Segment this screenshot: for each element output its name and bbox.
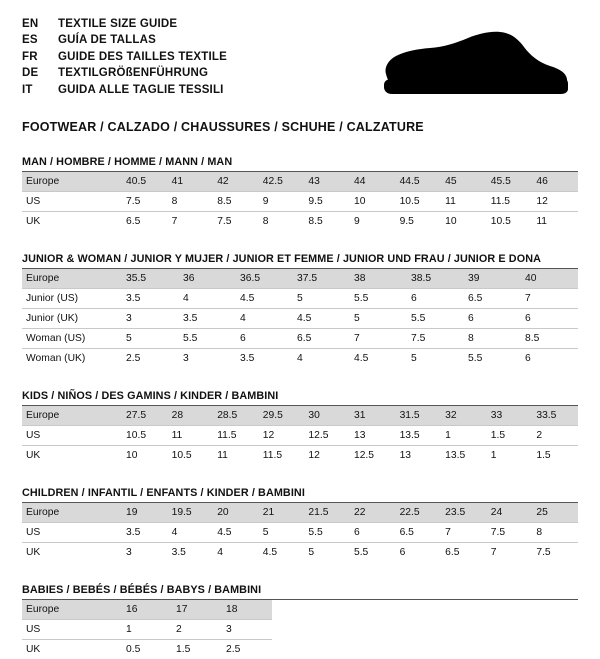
size-cell: 8 — [464, 329, 521, 349]
size-cell: 11 — [532, 212, 578, 232]
size-cell: 33 — [487, 406, 533, 426]
language-code: FR — [22, 49, 58, 65]
size-cell: 4.5 — [236, 289, 293, 309]
size-cell: 9.5 — [304, 192, 350, 212]
size-cell: 5 — [350, 309, 407, 329]
language-title: TEXTILE SIZE GUIDE — [58, 16, 227, 32]
size-cell: 10.5 — [168, 446, 214, 466]
size-cell: 10 — [122, 446, 168, 466]
size-cell: 31 — [350, 406, 396, 426]
dress-shoe-icon — [378, 30, 568, 102]
size-cell: 11 — [213, 446, 259, 466]
language-row — [22, 16, 227, 32]
table-row — [22, 192, 578, 212]
size-cell: 1 — [487, 446, 533, 466]
row-label: UK — [22, 640, 122, 659]
row-label: Woman (UK) — [22, 349, 122, 369]
row-label: Europe — [22, 406, 122, 426]
size-cell: 4 — [293, 349, 350, 369]
size-cell: 39 — [464, 269, 521, 289]
size-cell: 9 — [259, 192, 305, 212]
size-cell: 3 — [179, 349, 236, 369]
size-cell: 30 — [304, 406, 350, 426]
row-label: US — [22, 426, 122, 446]
row-label: UK — [22, 446, 122, 466]
size-table — [22, 406, 578, 465]
size-cell: 12 — [532, 192, 578, 212]
size-cell: 12 — [259, 426, 305, 446]
size-cell: 6.5 — [464, 289, 521, 309]
size-group-heading: BABIES / BEBÉS / BÉBÉS / BABYS / BAMBINI — [22, 584, 578, 600]
row-label: Woman (US) — [22, 329, 122, 349]
size-cell: 4 — [236, 309, 293, 329]
size-cell: 3.5 — [122, 289, 179, 309]
size-cell: 10.5 — [396, 192, 442, 212]
size-cell: 6 — [464, 309, 521, 329]
size-cell: 8 — [259, 212, 305, 232]
row-label: Europe — [22, 503, 122, 523]
size-table — [22, 269, 578, 368]
size-cell: 28 — [168, 406, 214, 426]
size-cell: 25 — [532, 503, 578, 523]
table-row — [22, 523, 578, 543]
table-row — [22, 426, 578, 446]
size-table — [22, 172, 578, 231]
size-cell: 7.5 — [532, 543, 578, 563]
size-cell: 13.5 — [441, 446, 487, 466]
size-cell: 7.5 — [407, 329, 464, 349]
size-cell: 16 — [122, 600, 172, 620]
size-cell: 36 — [179, 269, 236, 289]
size-cell: 7 — [521, 289, 578, 309]
size-cell: 44.5 — [396, 172, 442, 192]
table-row — [22, 172, 578, 192]
size-cell: 13.5 — [396, 426, 442, 446]
size-cell: 20 — [213, 503, 259, 523]
size-cell: 5 — [259, 523, 305, 543]
row-label: Europe — [22, 172, 122, 192]
size-table — [22, 600, 272, 659]
size-cell: 5.5 — [407, 309, 464, 329]
size-cell: 38 — [350, 269, 407, 289]
size-cell: 22.5 — [396, 503, 442, 523]
size-cell: 6 — [407, 289, 464, 309]
row-label: US — [22, 192, 122, 212]
language-code: IT — [22, 82, 58, 98]
size-cell: 8.5 — [521, 329, 578, 349]
size-cell: 3 — [122, 309, 179, 329]
table-row — [22, 503, 578, 523]
size-cell: 45 — [441, 172, 487, 192]
size-cell: 9.5 — [396, 212, 442, 232]
size-cell: 7.5 — [213, 212, 259, 232]
size-cell: 7.5 — [122, 192, 168, 212]
size-cell: 11 — [441, 192, 487, 212]
size-cell: 3.5 — [122, 523, 168, 543]
size-cell: 32 — [441, 406, 487, 426]
size-tables — [22, 156, 578, 659]
size-cell: 44 — [350, 172, 396, 192]
size-cell: 10.5 — [487, 212, 533, 232]
row-label: Europe — [22, 600, 122, 620]
size-cell: 11.5 — [487, 192, 533, 212]
size-cell: 4.5 — [350, 349, 407, 369]
size-group — [22, 253, 578, 368]
page-title: FOOTWEAR / CALZADO / CHAUSSURES / SCHUHE / CALZATURE — [22, 120, 578, 134]
size-cell: 5.5 — [304, 523, 350, 543]
size-cell: 36.5 — [236, 269, 293, 289]
table-row — [22, 212, 578, 232]
size-cell: 3.5 — [236, 349, 293, 369]
table-row — [22, 543, 578, 563]
size-cell: 6 — [521, 309, 578, 329]
size-cell: 11 — [168, 426, 214, 446]
size-cell: 3 — [122, 543, 168, 563]
size-cell: 10 — [441, 212, 487, 232]
size-cell: 7 — [350, 329, 407, 349]
size-cell: 37.5 — [293, 269, 350, 289]
size-cell: 24 — [487, 503, 533, 523]
size-cell: 6.5 — [293, 329, 350, 349]
size-cell: 0.5 — [122, 640, 172, 659]
size-cell: 10 — [350, 192, 396, 212]
row-label: Europe — [22, 269, 122, 289]
size-cell: 43 — [304, 172, 350, 192]
size-cell: 4.5 — [259, 543, 305, 563]
size-cell: 9 — [350, 212, 396, 232]
size-group-heading: KIDS / NIÑOS / DES GAMINS / KINDER / BAMBINI — [22, 390, 578, 406]
size-cell: 46 — [532, 172, 578, 192]
language-row — [22, 65, 227, 81]
size-cell: 12 — [304, 446, 350, 466]
size-group — [22, 487, 578, 562]
language-code: DE — [22, 65, 58, 81]
size-group — [22, 390, 578, 465]
size-table — [22, 503, 578, 562]
size-cell: 7.5 — [487, 523, 533, 543]
size-group-heading: MAN / HOMBRE / HOMME / MANN / MAN — [22, 156, 578, 172]
size-cell: 45.5 — [487, 172, 533, 192]
row-label: US — [22, 523, 122, 543]
language-code: ES — [22, 32, 58, 48]
size-cell: 7 — [168, 212, 214, 232]
size-cell: 2.5 — [222, 640, 272, 659]
language-title: GUÍA DE TALLAS — [58, 32, 227, 48]
size-cell: 1 — [441, 426, 487, 446]
table-row — [22, 309, 578, 329]
size-group-heading: JUNIOR & WOMAN / JUNIOR Y MUJER / JUNIOR ET FEMME / JUNIOR UND FRAU / JUNIOR E DONA — [22, 253, 578, 269]
row-label: Junior (US) — [22, 289, 122, 309]
size-cell: 5.5 — [179, 329, 236, 349]
size-cell: 33.5 — [532, 406, 578, 426]
size-cell: 27.5 — [122, 406, 168, 426]
size-cell: 40.5 — [122, 172, 168, 192]
size-cell: 3.5 — [179, 309, 236, 329]
size-cell: 29.5 — [259, 406, 305, 426]
table-row — [22, 269, 578, 289]
size-cell: 17 — [172, 600, 222, 620]
language-title: TEXTILGRÖßENFÜHRUNG — [58, 65, 227, 81]
table-row — [22, 289, 578, 309]
size-cell: 7 — [441, 523, 487, 543]
size-cell: 19.5 — [168, 503, 214, 523]
size-cell: 6.5 — [396, 523, 442, 543]
size-cell: 7 — [487, 543, 533, 563]
size-cell: 35.5 — [122, 269, 179, 289]
size-cell: 42.5 — [259, 172, 305, 192]
size-cell: 11.5 — [213, 426, 259, 446]
size-cell: 3 — [222, 620, 272, 640]
size-cell: 1.5 — [532, 446, 578, 466]
size-cell: 6.5 — [122, 212, 168, 232]
size-cell: 19 — [122, 503, 168, 523]
size-cell: 8 — [168, 192, 214, 212]
table-row — [22, 406, 578, 426]
size-cell: 4 — [213, 543, 259, 563]
size-cell: 4 — [179, 289, 236, 309]
size-cell: 5 — [122, 329, 179, 349]
language-row — [22, 82, 227, 98]
size-cell: 23.5 — [441, 503, 487, 523]
table-row — [22, 640, 272, 659]
size-cell: 4.5 — [293, 309, 350, 329]
language-title: GUIDE DES TAILLES TEXTILE — [58, 49, 227, 65]
table-row — [22, 329, 578, 349]
size-cell: 2.5 — [122, 349, 179, 369]
size-cell: 18 — [222, 600, 272, 620]
table-row — [22, 600, 272, 620]
size-cell: 3.5 — [168, 543, 214, 563]
size-cell: 10.5 — [122, 426, 168, 446]
size-cell: 6 — [396, 543, 442, 563]
size-cell: 6 — [236, 329, 293, 349]
table-row — [22, 349, 578, 369]
row-label: US — [22, 620, 122, 640]
size-cell: 1.5 — [172, 640, 222, 659]
size-cell: 12.5 — [350, 446, 396, 466]
size-cell: 4 — [168, 523, 214, 543]
size-group — [22, 584, 578, 659]
size-cell: 5 — [293, 289, 350, 309]
size-cell: 38.5 — [407, 269, 464, 289]
size-cell: 4.5 — [213, 523, 259, 543]
size-cell: 5 — [304, 543, 350, 563]
language-row — [22, 49, 227, 65]
size-cell: 40 — [521, 269, 578, 289]
page-header — [22, 16, 578, 108]
table-row — [22, 446, 578, 466]
size-cell: 6 — [350, 523, 396, 543]
size-cell: 6.5 — [441, 543, 487, 563]
size-cell: 28.5 — [213, 406, 259, 426]
row-label: Junior (UK) — [22, 309, 122, 329]
size-cell: 13 — [350, 426, 396, 446]
size-cell: 11.5 — [259, 446, 305, 466]
language-code: EN — [22, 16, 58, 32]
size-cell: 41 — [168, 172, 214, 192]
language-title: GUIDA ALLE TAGLIE TESSILI — [58, 82, 227, 98]
language-row — [22, 32, 227, 48]
size-cell: 2 — [172, 620, 222, 640]
table-row — [22, 620, 272, 640]
size-cell: 13 — [396, 446, 442, 466]
size-cell: 21.5 — [304, 503, 350, 523]
size-cell: 22 — [350, 503, 396, 523]
language-list — [22, 16, 227, 98]
size-cell: 5.5 — [350, 543, 396, 563]
size-cell: 2 — [532, 426, 578, 446]
size-cell: 42 — [213, 172, 259, 192]
size-cell: 31.5 — [396, 406, 442, 426]
size-cell: 21 — [259, 503, 305, 523]
size-group — [22, 156, 578, 231]
size-group-heading: CHILDREN / INFANTIL / ENFANTS / KINDER / BAMBINI — [22, 487, 578, 503]
size-cell: 5.5 — [350, 289, 407, 309]
size-cell: 8.5 — [213, 192, 259, 212]
size-cell: 1.5 — [487, 426, 533, 446]
row-label: UK — [22, 543, 122, 563]
size-cell: 8.5 — [304, 212, 350, 232]
size-cell: 5 — [407, 349, 464, 369]
size-cell: 12.5 — [304, 426, 350, 446]
size-cell: 1 — [122, 620, 172, 640]
size-cell: 5.5 — [464, 349, 521, 369]
size-cell: 8 — [532, 523, 578, 543]
row-label: UK — [22, 212, 122, 232]
size-cell: 6 — [521, 349, 578, 369]
